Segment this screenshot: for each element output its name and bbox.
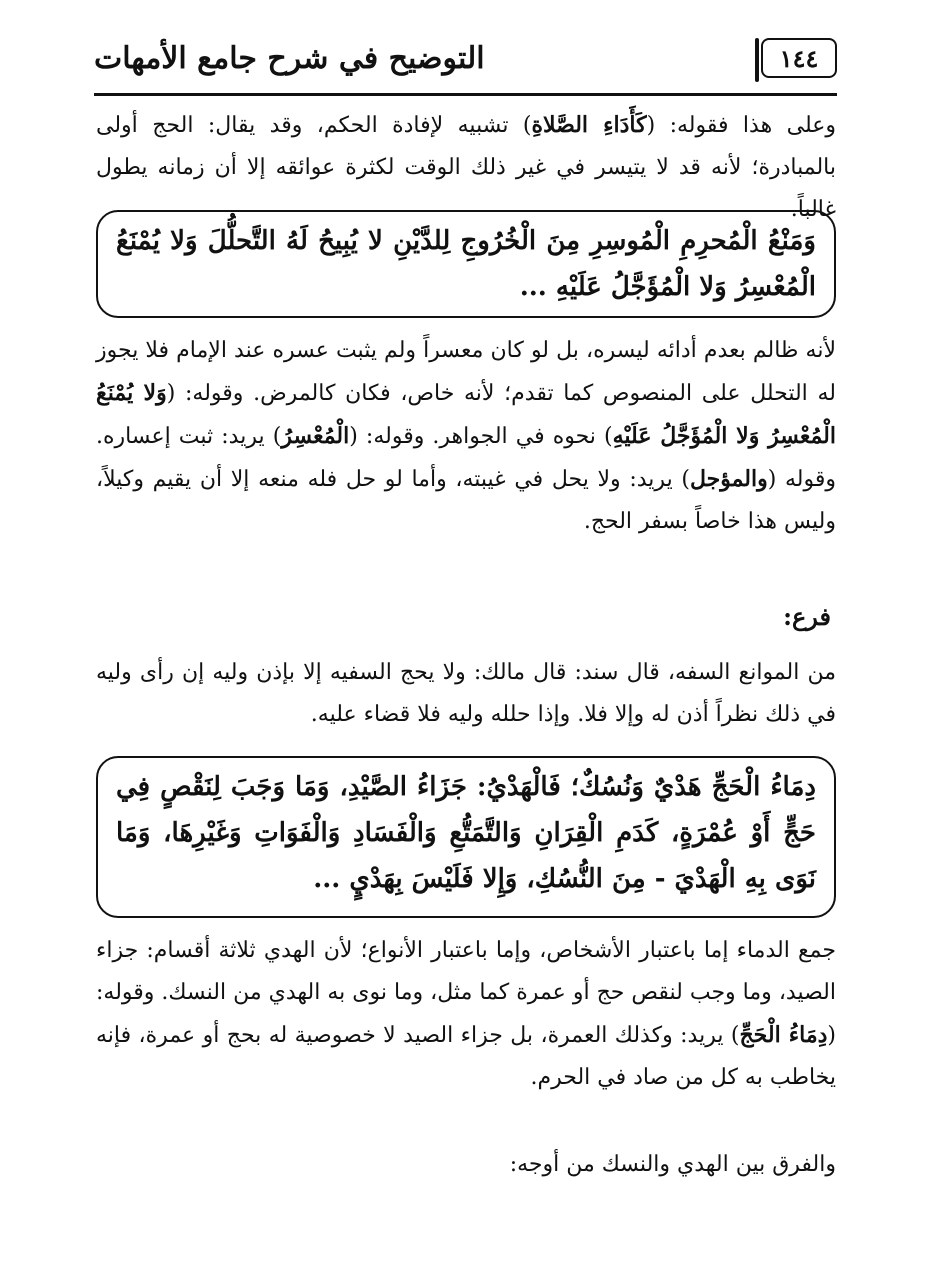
text-span: ) نحوه في الجواهر. وقوله: ( (349, 424, 613, 449)
quoted-matn: كَأَدَاءِ الصَّلاةِ (531, 112, 647, 138)
text-span: ) يريد: وكذلك العمرة، بل جزاء الصيد لا خصوصية له بحج أو عمرة، فإنه يخاطب به كل من صاد في الحرم. (96, 1023, 836, 1090)
page-number: ١٤٤ (761, 38, 837, 78)
text-span: جمع الدماء إما باعتبار الأشخاص، وإما باعتبار الأنواع؛ لأن الهدي ثلاثة أقسام: جزاء الصيد، وما وجب لنقص حج أو عمرة كما مثل، وما نوى به الهدي من النسك. وقوله: ( (96, 938, 836, 1048)
text-span: ) تشبيه لإفادة الحكم، وقد يقال: الحج أولى بالمبادرة؛ لأنه قد لا يتيسر في غير ذلك الوقت لكثرة عوائقه إلا أن زمانه يطول غالباً. (96, 113, 836, 222)
text-span: ) يريد: ثبت إعساره. وقوله ( (96, 424, 836, 492)
text-span: وعلى هذا فقوله: ( (646, 113, 836, 138)
quoted-matn: دِمَاءُ الْحَجِّ (739, 1022, 828, 1048)
paragraph-2 (96, 330, 836, 543)
matn-box-2: دِمَاءُ الْحَجِّ هَدْيٌ وَنُسُكٌ؛ فَالْهَدْيُ: جَزَاءُ الصَّيْدِ، وَمَا وَجَبَ لِنَقْصٍ فِي حَجٍّ أَوْ عُمْرَةٍ، كَدَمِ الْقِرَانِ وَالتَّمَتُّعِ وَالْفَسَادِ وَالْفَوَاتِ وَغَيْرِهَا، وَمَا نَوَى بِهِ الْهَدْيَ - مِنَ النُّسُكِ، وَإِلا فَلَيْسَ بِهَدْيٍ ... (96, 756, 836, 918)
text-span: ) يريد: ولا يحل في غيبته، وأما لو حل فله منعه إلا أن يقيم وكيلاً، وليس هذا خاصاً بسفر الحج. (96, 467, 836, 534)
book-title: التوضيح في شرح جامع الأمهات (94, 41, 485, 76)
paragraph-3: من الموانع السفه، قال سند: قال مالك: ولا يحج السفيه إلا بإذن وليه إن رأى وليه في ذلك نظراً أذن له وإلا فلا. وإذا حلله وليه فلا قضاء عليه. (96, 660, 836, 727)
text-span: لأنه ظالم بعدم أدائه ليسره، بل لو كان معسراً ولم يثبت عسره عند الإمام فلا يجوز له التحلل على المنصوص كما تقدم؛ لأنه خاص، فكان كالمرض. وقوله: ( (96, 338, 836, 406)
paragraph-5: والفرق بين الهدي والنسك من أوجه: (509, 1152, 836, 1177)
quoted-matn: الْمُعْسِرُ (281, 423, 350, 449)
paragraph-4 (96, 930, 836, 1099)
header-divider (94, 93, 837, 96)
quoted-matn: وَلا يُمْنَعُ الْمُعْسِرُ وَلا الْمُؤَجَّلُ عَلَيْهِ (96, 380, 836, 449)
quoted-matn: والمؤجل (689, 466, 768, 492)
page-header (94, 34, 837, 90)
section-subheading: فرع: (783, 602, 831, 631)
matn-box-1: وَمَنْعُ الْمُحرِمِ الْمُوسِرِ مِنَ الْخُرُوجِ لِلدَّيْنِ لا يُبِيحُ لَهُ التَّحلُّلَ وَلا يُمْنَعُ الْمُعْسِرُ وَلا الْمُؤَجَّلُ عَلَيْهِ ... (96, 210, 836, 318)
